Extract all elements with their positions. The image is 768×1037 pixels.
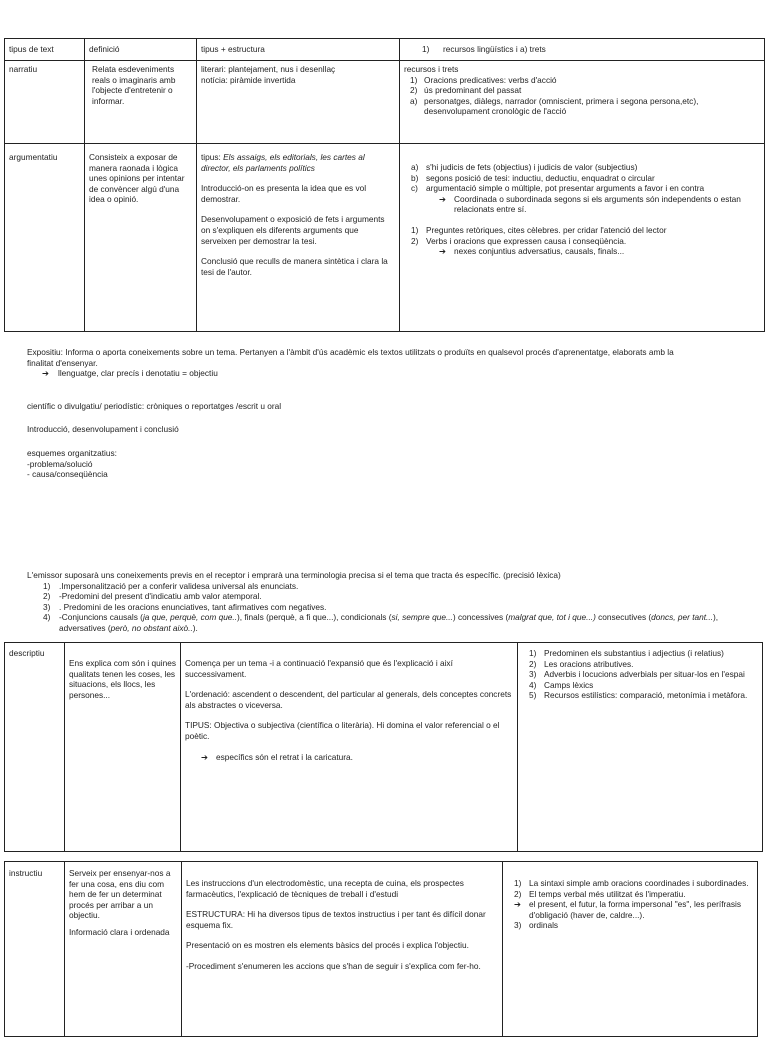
text-run: ), adversatives ( [59,612,719,633]
list-marker: a) [410,95,418,106]
structure-instructiu: Les instruccions d'un electrodomèstic, una recepta de cuina, els prospectes farmacèutics, l'explicació de tècniques de treball i d'estudi ESTRUCTURA: Hi ha diversos tipus de textos instructius i per tant és difícil donar esquema fix. Presentació on es mostren els elements bàsics del procés i explica l'objectiu. -Procediment s'enumeren les accions que s'han de seguir i s'explica com fer-ho. [182,862,503,1037]
list-marker: 1) [43,580,51,591]
table-header-row [5,39,765,61]
structure-narratiu: literari: plantejament, nus i desenllaç notícia: piràmide invertida [197,61,400,144]
list-item [404,96,760,117]
list-item [404,85,760,96]
list-marker: 3) [514,920,522,931]
arrow-icon: ➔ [439,246,446,257]
expositiu-intro: Expositiu: Informa o aporta coneixements sobre un tema. Pertanyen a l'àmbit d'ús acadèmic els textos utilitzats o produïts en qualsevol procés d'aprenentatge, elaborats amb la finalitat d'ensenyar. [27,347,674,368]
list-item [522,669,758,680]
instructiu-table [4,861,758,1037]
list-marker: 2) [529,658,537,669]
tipus-line: tipus: Els assaigs, els editorials, les cartes al director, els parlaments polítics [201,152,365,173]
list-marker: 2) [514,888,522,899]
list-item-text: . Predomini de les oracions enunciatives, tant afirmatives com negatives. [59,601,327,612]
text-run: ), finals (perquè, a fi que...), condicionals ( [237,612,392,623]
text-run: doncs, per tant... [651,612,713,623]
list-item: ➔ específics són el retrat i la caricatura. [201,751,353,762]
text-run: però, no obstant això.. [110,622,193,633]
table-row [5,643,763,852]
text-run: ). [192,622,198,633]
list-item [27,602,747,613]
list-item: 4) -Conjuncions causals (ja que, perquè, com que..), finals (perquè, a fi que...), condicionals (si, sempre que...) concessives (malgrat que, tot i que...) consecutives (doncs, per tant...), adversatives (però, no obstant això..). [43,612,719,633]
list-marker: 1) [514,878,522,888]
list-item [507,889,753,900]
list-item-text: El temps verbal més utilitzat és l'imperatiu. [529,888,686,899]
emissor-intro: L'emissor suposarà uns coneixements previs en el receptor i emprarà una terminologia precisa si el tema que tracta és específic. (precisió lèxica) [27,570,561,580]
list-item [522,648,758,659]
arrow-icon: ➔ [42,368,49,379]
list-item [522,659,758,670]
list-marker: 1) [529,648,537,658]
expositiu-kinds: científic o divulgatiu/ periodístic: cròniques o reportatges /escrit u oral [27,400,282,411]
list-item [404,225,760,236]
text-run: ) concessives ( [452,612,509,623]
list-item-text: Recursos estilístics: comparació, metonímia i metàfora. [544,690,748,701]
list-item [404,183,760,194]
type-descriptiu: descriptiu [5,643,65,852]
resources-instructiu [503,862,758,1037]
header-structure: tipus + estructura [197,39,400,61]
expositiu-structure: Introducció, desenvolupament i conclusió [27,424,179,435]
text-run: malgrat que, tot i que...) [508,612,596,623]
list-item [522,680,758,691]
definition-argumentatiu: Consisteix a exposar de manera raonada i lògica unes opinions per intentar de convèncer algú d'una idea o opinió. [85,144,197,332]
list-item-text: ús predominant del passat [424,85,522,96]
table-row [5,144,765,332]
schemes-title: esquemes organitzatius: [27,447,117,458]
list-item-text: Adverbis i locucions adverbials per situar-los en l'espai [544,669,745,680]
list-item-text: segons posició de tesi: inductiu, deductiu, enquadrat o circular [426,172,655,183]
list-item-text: La sintaxi simple amb oracions coordinades i subordinades. [529,878,749,888]
list-item: ➔ nexes conjuntius adversatius, causals, finals... [439,246,625,257]
list-marker: 3) [43,601,51,612]
list-item: ➔ Coordinada o subordinada segons si els arguments són independents o estan relacionats entre sí. [439,193,741,215]
header-definition: definició [85,39,197,61]
type-argumentatiu: argumentatiu [5,144,85,332]
definition-narratiu: Relata esdeveniments reals o imaginaris amb l'objecte d'entretenir o informar. [85,61,197,144]
list-marker: c) [411,183,418,194]
list-item [507,899,753,920]
scheme-item: - causa/conseqüència [27,469,108,480]
resources-descriptiu [518,643,763,852]
list-marker: 1) [411,224,419,235]
definition-instructiu: Serveix per ensenyar-nos a fer una cosa, ens diu com hem de fer un determinat procés per arribar a un objectiu. Informació clara i ordenada [65,862,182,1037]
list-item-text: Verbs i oracions que expressen causa i conseqüència. [426,235,627,246]
list-item-text: .Impersonalització per a conferir validesa universal als enunciats. [59,580,299,591]
list-item [522,690,758,701]
list-marker: 3) [529,669,537,680]
type-instructiu: instructiu [5,862,65,1037]
list-item [507,878,753,889]
list-item-text: Preguntes retòriques, cites cèlebres. per cridar l'atenció del lector [426,224,667,235]
list-marker: 4) [529,679,537,690]
emissor-section [27,570,747,634]
list-marker: a) [411,162,419,172]
list-item [507,920,753,931]
table-row [5,61,765,144]
expositiu-section [27,347,747,480]
text-run: consecutives ( [595,612,652,623]
list-item [404,162,760,173]
list-marker: 1) [410,74,418,85]
arrow-icon: ➔ [201,751,208,762]
list-marker: 2) [410,85,418,96]
structure-argumentatiu: tipus: Els assaigs, els editorials, les cartes al director, els parlaments polítics Introducció-on es presenta la idea que es vol demostrar. Desenvolupament o exposició de fets i arguments on s'expliquen els diferents arguments que serveixen per demostrar la tesi. Conclusió que reculls de manera sintètica i clara la tesi de l'autor. [197,144,400,332]
list-item-text: -Predomini del present d'indicatiu amb valor atemporal. [59,591,262,602]
list-marker: 5) [529,690,537,701]
list-item [27,581,747,592]
list-item [404,236,760,247]
scheme-item: -problema/solució [27,458,93,469]
list-item-text: personatges, diàlegs, narrador (omniscient, primera i segona persona,etc), desenvolupament cronològic de l'acció [424,95,699,117]
list-item-text: Oracions predicatives: verbs d'acció [424,74,557,85]
list-item [404,173,760,184]
list-item-text: el present, el futur, la forma impersonal "es", les perífrasis d'obligació (haver de, caldre...). [529,899,742,920]
list-marker: 2) [411,235,419,246]
list-item-text: Predominen els substantius i adjectius (i relatius) [544,648,724,658]
text-run: -Conjuncions causals ( [59,612,143,623]
list-item-text: Camps lèxics [544,679,594,690]
header-resources: 1) recursos lingüístics i a) trets [400,39,765,61]
resources-narratiu: recursos i trets 1) Oracions predicatives: verbs d'acció 2) ús predominant del passat a) personatges, diàlegs, narrador (omniscient, primera i segona persona,etc), desenvolupament cronològic de l'acció [400,61,765,144]
definition-descriptiu: Ens explica com són i quines qualitats tenen les coses, les situacions, els llocs, les persones... [65,643,181,852]
arrow-icon: ➔ [439,193,446,204]
list-item: ➔ llenguatge, clar precís i denotatiu = objectiu [42,368,218,379]
list-marker: b) [411,172,419,183]
resources-argumentatiu [400,144,765,332]
descriptiu-table [4,642,763,852]
text-run: ja que, perquè, com que.. [142,612,238,623]
type-narratiu: narratiu [5,61,85,144]
list-item-text: Les oracions atributives. [544,658,634,669]
header-type: tipus de text [5,39,85,61]
list-item [27,591,747,602]
list-item [404,75,760,86]
table-row [5,862,758,1037]
list-item-text: s'hi judicis de fets (objectius) i judicis de valor (subjectius) [426,162,638,172]
text-types-table [4,38,765,332]
list-marker: ➔ [514,899,521,910]
conjunctions-text [59,612,718,633]
list-item-text: argumentació simple o múltiple, pot presentar arguments a favor i en contra [426,183,705,194]
structure-descriptiu: Comença per un tema -i a continuació l'expansió que és l'explicació i així successivament. L'ordenació: ascendent o descendent, del particular al generals, dels conceptes concrets als abstractes o viceversa. TIPUS: Objectiva o subjectiva (científica o literària). Hi domina el valor referencial o el poètic. ➔ específics són el retrat i la caricatura. [181,643,518,852]
text-run: si, sempre que... [391,612,453,623]
list-marker: 2) [43,591,51,602]
list-item-text: ordinals [529,920,559,931]
